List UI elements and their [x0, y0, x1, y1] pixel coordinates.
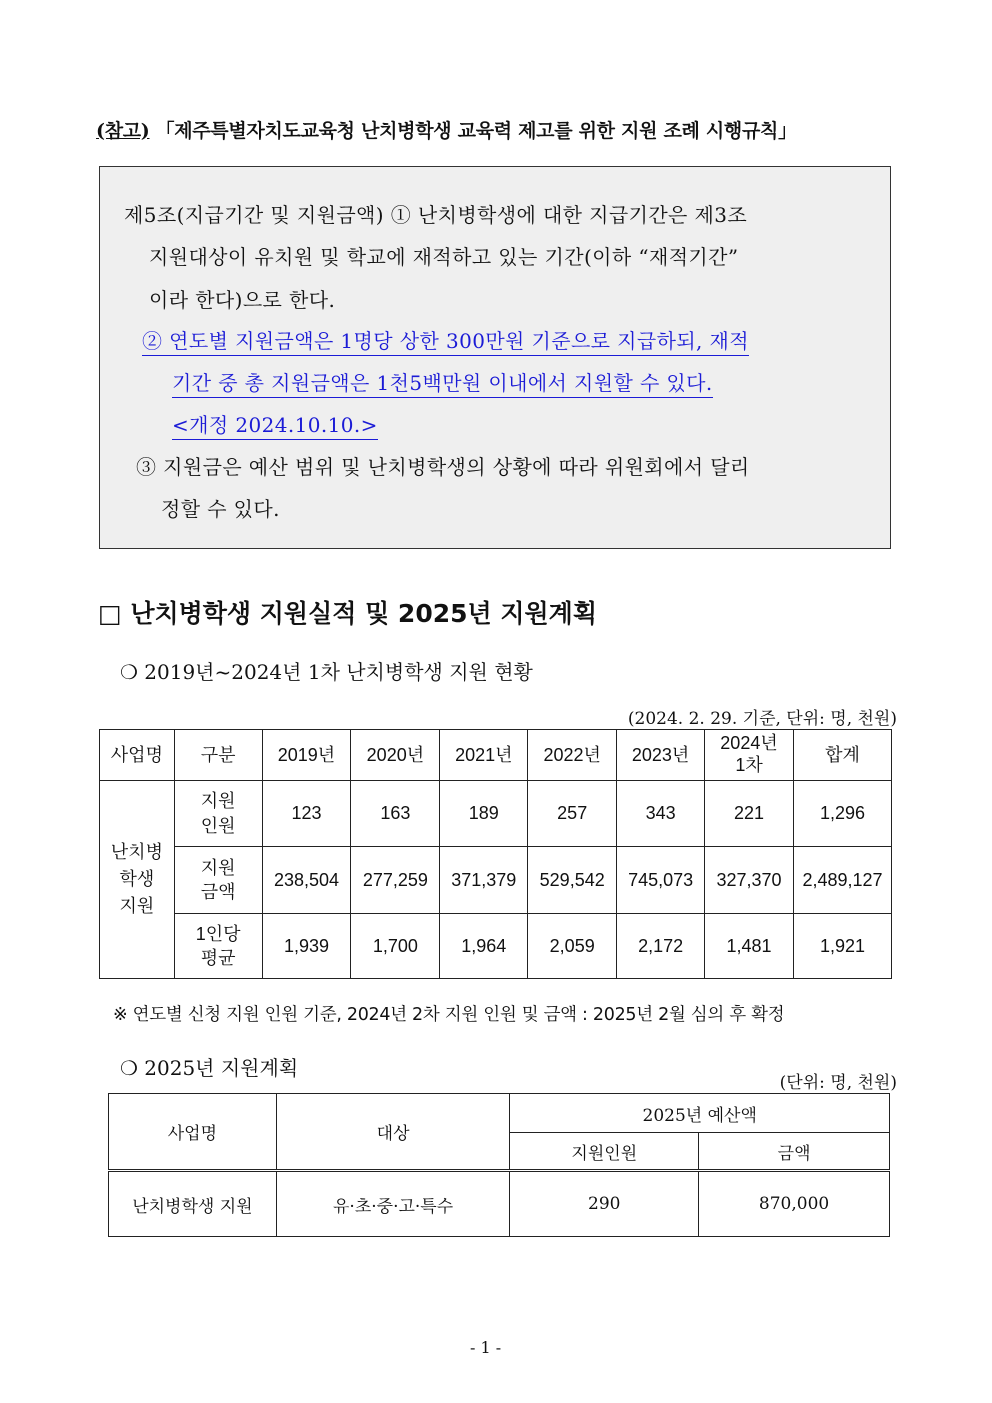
subheading-plan: ❍ 2025년 지원계획 — [120, 1056, 299, 1080]
header-cell: 금액 — [699, 1133, 890, 1171]
table-row — [100, 914, 892, 979]
row-label: 지원 인원 — [174, 781, 262, 847]
article-line-6 — [172, 409, 378, 438]
header-cell: 구분 — [174, 730, 262, 781]
article-line-4 — [142, 325, 749, 354]
unit-note-2: (단위: 명, 천원) — [779, 1073, 897, 1093]
table-cell: 2,059 — [528, 914, 617, 979]
table-cell: 290 — [510, 1171, 699, 1237]
table-cell: 2,489,127 — [793, 847, 891, 914]
table-cell: 745,073 — [617, 847, 705, 914]
header-cell: 2020년 — [351, 730, 440, 781]
table-cell: 529,542 — [528, 847, 617, 914]
row-label: 1인당 평균 — [174, 914, 262, 979]
table-cell: 1,921 — [793, 914, 891, 979]
article-line-1: 제5조(지급기간 및 지원금액) ① 난치병학생에 대한 지급기간은 제3조 — [124, 203, 748, 227]
header-cell: 2025년 예산액 — [510, 1094, 890, 1133]
reference-title-text: 「제주특별자치도교육청 난치병학생 교육력 제고를 위한 지원 조례 시행규칙」 — [155, 120, 797, 142]
header-cell: 사업명 — [109, 1094, 277, 1171]
header-cell: 대상 — [276, 1094, 510, 1171]
table-row — [100, 847, 892, 914]
business-name-cell: 난치병 학생 지원 — [100, 781, 175, 979]
section-heading: □ 난치병학생 지원실적 및 2025년 지원계획 — [98, 599, 597, 628]
article-line-5 — [172, 367, 713, 396]
amended-text-1: ② 연도별 지원금액은 1명당 상한 300만원 기준으로 지급하되, 재적 — [142, 329, 749, 356]
article-line-3: 이라 한다)으로 한다. — [149, 288, 336, 312]
article-line-2: 지원대상이 유치원 및 학교에 재적하고 있는 기간(이하 “재적기간” — [149, 245, 739, 269]
row-label: 지원 금액 — [174, 847, 262, 914]
table-cell: 1,964 — [440, 914, 528, 979]
table-cell: 257 — [528, 781, 617, 847]
table-cell: 163 — [351, 781, 440, 847]
header-cell: 2021년 — [440, 730, 528, 781]
reference-tag: (참고) — [96, 120, 150, 142]
table-cell: 2,172 — [617, 914, 705, 979]
page-number: - 1 - — [470, 1338, 502, 1357]
table-cell: 123 — [262, 781, 351, 847]
header-cell: 지원인원 — [510, 1133, 699, 1171]
article-line-7: ③ 지원금은 예산 범위 및 난치병학생의 상황에 따라 위원회에서 달리 — [136, 455, 750, 479]
table-cell: 277,259 — [351, 847, 440, 914]
reference-box — [99, 166, 891, 549]
header-cell: 2019년 — [262, 730, 351, 781]
table-cell: 1,939 — [262, 914, 351, 979]
header-cell: 사업명 — [100, 730, 175, 781]
table-cell: 221 — [705, 781, 794, 847]
header-cell: 2023년 — [617, 730, 705, 781]
table-cell: 327,370 — [705, 847, 794, 914]
table-cell: 난치병학생 지원 — [109, 1171, 277, 1237]
table-cell: 343 — [617, 781, 705, 847]
table-cell: 189 — [440, 781, 528, 847]
plan-header-row — [109, 1094, 890, 1133]
table-cell: 1,481 — [705, 914, 794, 979]
header-cell: 2024년 1차 — [705, 730, 794, 781]
plan-table — [108, 1093, 890, 1237]
header-cell: 2022년 — [528, 730, 617, 781]
table-cell: 870,000 — [699, 1171, 890, 1237]
table-header-row — [100, 730, 892, 781]
table-row — [100, 781, 892, 847]
unit-note-1: (2024. 2. 29. 기준, 단위: 명, 천원) — [627, 709, 897, 729]
reference-title — [96, 116, 797, 143]
article-line-8: 정할 수 있다. — [161, 497, 280, 521]
subheading-status: ❍ 2019년~2024년 1차 난치병학생 지원 현황 — [120, 660, 533, 684]
amended-text-2: 기간 중 총 지원금액은 1천5백만원 이내에서 지원할 수 있다. — [172, 371, 713, 398]
table-cell: 유·초·중·고·특수 — [276, 1171, 510, 1237]
table-cell: 371,379 — [440, 847, 528, 914]
header-cell: 합계 — [793, 730, 891, 781]
amendment-date: <개정 2024.10.10.> — [172, 413, 378, 440]
table-cell: 1,700 — [351, 914, 440, 979]
table-cell: 238,504 — [262, 847, 351, 914]
footnote: ※ 연도별 신청 지원 인원 기준, 2024년 2차 지원 인원 및 금액 : 2025년 2월 심의 후 확정 — [113, 1005, 785, 1025]
table-row — [109, 1171, 890, 1237]
table-cell: 1,296 — [793, 781, 891, 847]
support-status-table — [99, 729, 892, 979]
